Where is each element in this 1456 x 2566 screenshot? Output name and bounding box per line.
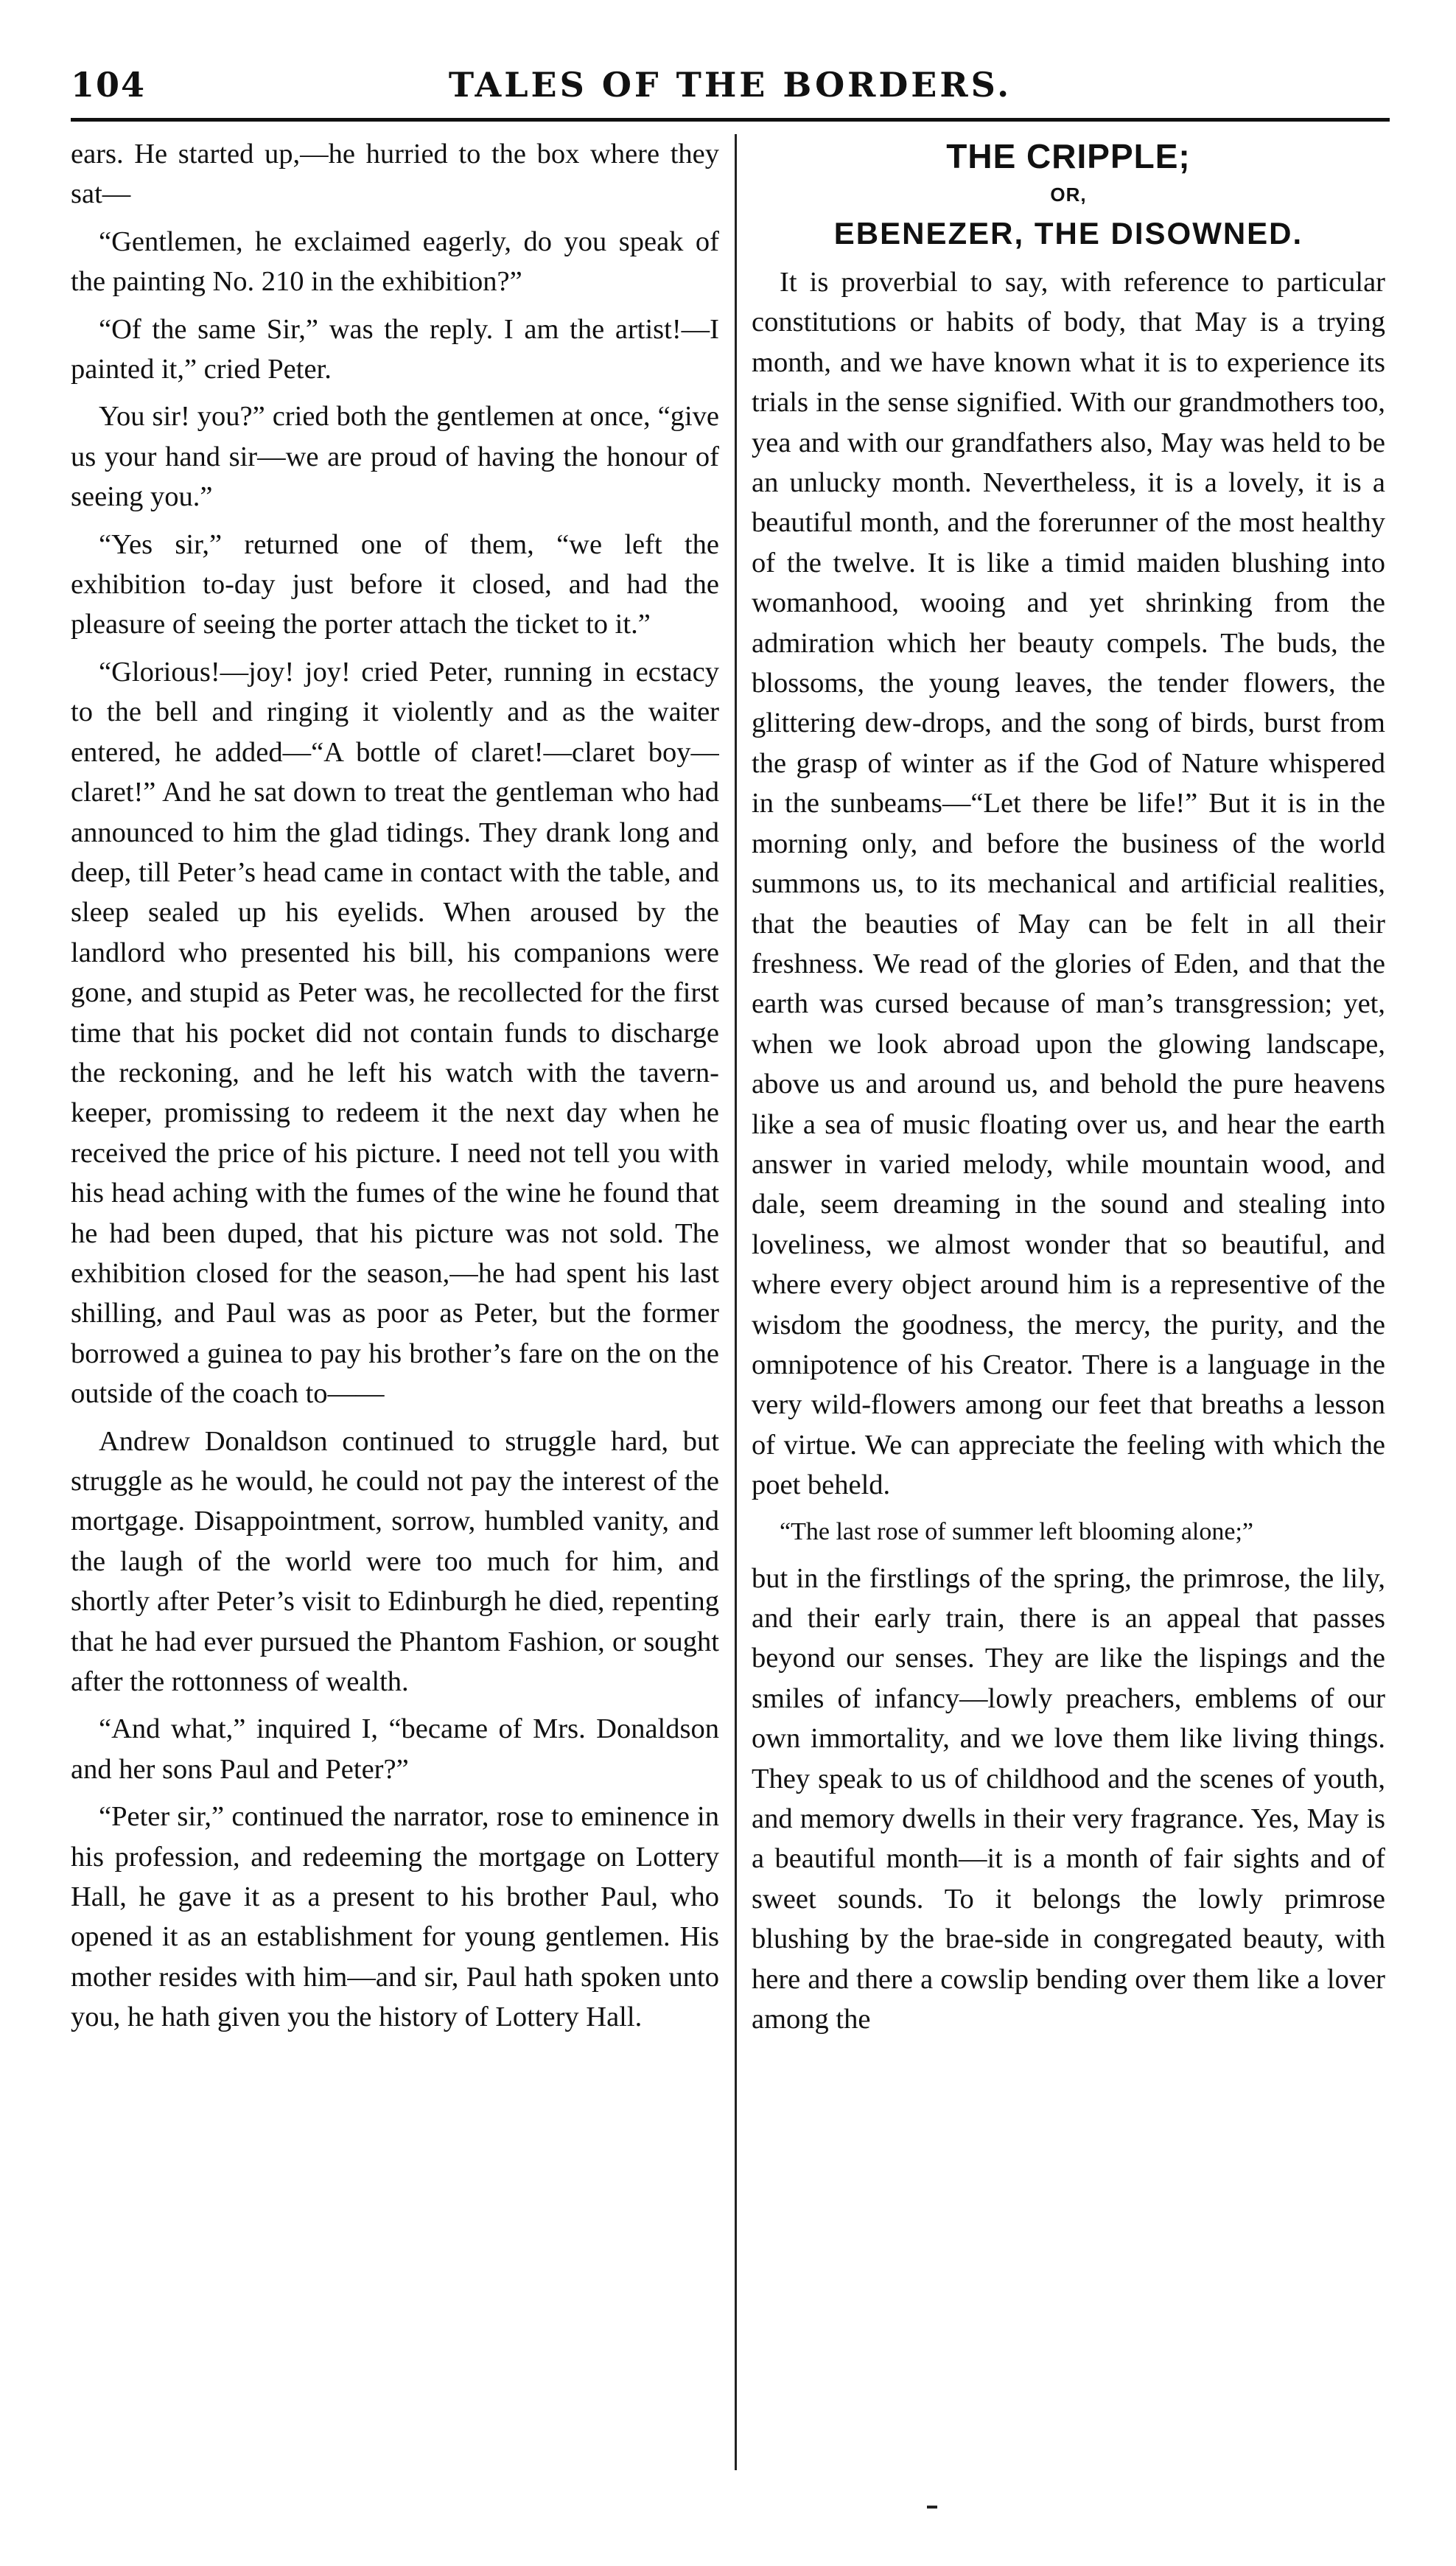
verse-quotation: “The last rose of summer left blooming alone;” xyxy=(780,1517,1253,1545)
running-title: TALES OF THE BORDERS. xyxy=(448,65,1012,105)
paragraph: It is proverbial to say, with reference to particular constitutions or habits of body, that May is a trying month, and we have known what it is to experience its trials in the sense signified. With our grandmothers too, yea and with our grandfathers also, May was held to be an unlucky month. Nevertheless, it is a lovely, it is a beautiful month, and the forerunner of the most healthy of the twelve. It is like a timid maiden blushing into womanhood, wooing and yet shrinking from the admiration which her beauty compels. The buds, the blossoms, the young leaves, the tender flowers, the glittering dew-drops, and the song of birds, burst from the grasp of winter as if the God of Nature whispered in the sunbeams—“Let there be life!” But it is in the morning only, and before the business of the world summons us, to its mechanical and artificial realities, that the beauties of May can be felt in all their freshness. We read of the glories of Eden, and that the earth was cursed because of man’s transgression; yet, when we look abroad upon the glowing landscape, above us and around us, and behold the pure heavens like a sea of music floating over us, and hear the earth answer in varied melody, while mountain wood, and dale, seem dreaming in the sound and stealing into loveliness, we almost wonder that so beautiful, and where every object around him is a representive of the wisdom the goodness, the mercy, the purity, and the omnipotence of his Creator. There is a language in the very wild-flowers among our feet that breaths a lesson of virtue. We can appreciate the feeling with which the poet beheld. xyxy=(752,267,1385,1501)
column-divider xyxy=(735,134,737,2470)
right-column xyxy=(752,134,1385,2470)
paragraph: “Yes sir,” returned one of them, “we left the exhibition to-day just before it closed, and had the pleasure of seeing the porter attach the ticket to it.” xyxy=(71,528,719,640)
footer-mark xyxy=(927,2506,937,2509)
paragraph: “And what,” inquired I, “became of Mrs. Donaldson and her sons Paul and Peter?” xyxy=(71,1713,719,1785)
paragraph: “Of the same Sir,” was the reply. I am the artist!—I painted it,” cried Peter. xyxy=(71,313,719,385)
paragraph: Andrew Donaldson continued to struggle hard, but struggle as he would, he could not pay the interest of the mortgage. Disappointment, sorrow, humbled vanity, and the laugh of the world were too much for him, and shortly after Peter’s visit to Edinburgh he died, repenting that he had ever pursued the Phantom Fashion, or sought after the rottonness of wealth. xyxy=(71,1425,719,1698)
article-title: THE CRIPPLE; xyxy=(946,137,1191,175)
paragraph: “Peter sir,” continued the narrator, rose to eminence in his profession, and redeeming the mortgage on Lottery Hall, he gave it as a present to his brother Paul, who opened it as an establishment for young gentlemen. His mother resides with him—and sir, Paul hath spoken unto you, he hath given you the history of Lottery Hall. xyxy=(71,1801,719,2033)
article-subtitle: EBENEZER, THE DISOWNED. xyxy=(833,216,1303,251)
paragraph: “Glorious!—joy! joy! cried Peter, running in ecstacy to the bell and ringing it violently and as the waiter entered, he added—“A bottle of claret!—claret boy—claret!” And he sat down to treat the gentleman who had announced to him the glad tidings. They drank long and deep, till Peter’s head came in contact with the table, and sleep sealed up his eyelids. When aroused by the landlord who presented his bill, his companions were gone, and stupid as Peter was, he recollected for the first time that his pocket did not contain funds to discharge the reckoning, and he left his watch with the tavern-keeper, promissing to redeem it the next day when he received the price of his picture. I need not tell you with his head aching with the fumes of the wine he found that he had been duped, that his picture was not sold. The exhibition closed for the season,—he had spent his last shilling, and Paul was as poor as Peter, but the former borrowed a guinea to pay his brother’s fare on the on the outside of the coach to—— xyxy=(71,656,719,1410)
paragraph: “Gentlemen, he exclaimed eagerly, do you speak of the painting No. 210 in the exhibition?” xyxy=(71,226,719,298)
paragraph: but in the firstlings of the spring, the primrose, the lily, and their early train, there is an appeal that passes beyond our senses. They are like the lispings and the smiles of infancy—lowly preachers, emblems of our own immortality, and we love them like living things. They speak to us of childhood and the scenes of youth, and memory dwells in their very fragrance. Yes, May is a beautiful month—it is a month of fair sights and of sweet sounds. To it belongs the lowly primrose blushing by the brae-side in congregated beauty, with here and there a cowslip bending over them like a lover among the xyxy=(752,1562,1385,2035)
left-column xyxy=(71,134,719,2470)
paragraph: You sir! you?” cried both the gentlemen at once, “give us your hand sir—we are proud of having the honour of seeing you.” xyxy=(71,401,719,513)
header-rule xyxy=(71,118,1390,122)
page-number: 104 xyxy=(71,65,147,105)
page-header xyxy=(71,65,1390,118)
paragraph: ears. He started up,—he hurried to the box where they sat— xyxy=(71,139,719,210)
article-or: OR, xyxy=(1050,183,1087,206)
